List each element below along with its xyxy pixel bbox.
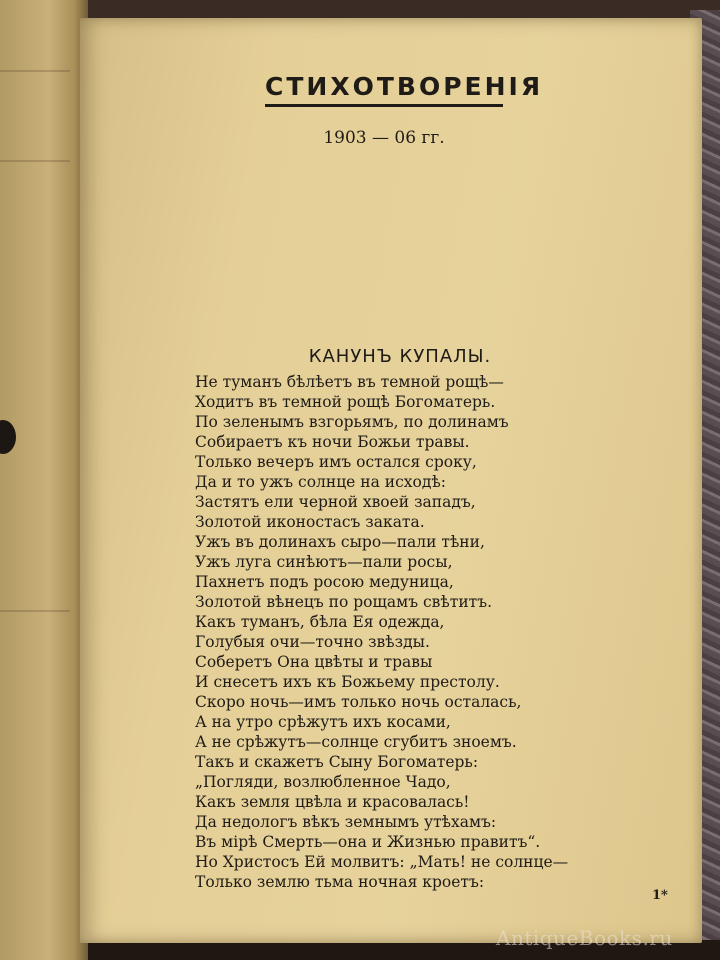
poem-title: КАНУНЪ КУПАЛЫ. bbox=[308, 346, 492, 367]
poem-line: Не туманъ бѣлѣетъ въ темной рощѣ— bbox=[195, 373, 504, 391]
book-page bbox=[80, 18, 702, 943]
bleed-through-line bbox=[0, 70, 70, 72]
left-page-mark bbox=[0, 420, 16, 454]
poem-line: По зеленымъ взгорьямъ, по долинамъ bbox=[195, 413, 509, 431]
poem-line: Какъ земля цвѣла и красовалась! bbox=[195, 793, 470, 811]
poem-line: Золотой иконостасъ заката. bbox=[195, 513, 425, 531]
poem-line: Ходитъ въ темной рощѣ Богоматерь. bbox=[195, 393, 496, 411]
poem-line: Ужъ луга синѣютъ—пали росы, bbox=[195, 553, 453, 571]
poem-line: Только землю тьма ночная кроетъ: bbox=[195, 873, 485, 891]
poem-line: Пахнетъ подъ росою медуница, bbox=[195, 573, 454, 591]
poem-line: Скоро ночь—имъ только ночь осталась, bbox=[195, 693, 522, 711]
page-number: 1* bbox=[652, 888, 668, 903]
stanza-4 bbox=[195, 612, 635, 692]
poem-line: Застятъ ели черной хвоей западъ, bbox=[195, 493, 476, 511]
stanza-5 bbox=[195, 692, 635, 772]
poem-line: Въ мірѣ Смерть—она и Жизнью правитъ“. bbox=[195, 833, 541, 851]
poem-line: Ужъ въ долинахъ сыро—пали тѣни, bbox=[195, 533, 485, 551]
stanza-1 bbox=[195, 372, 635, 452]
poem-line: Собираетъ къ ночи Божьи травы. bbox=[195, 433, 470, 451]
bleed-through-line bbox=[0, 160, 70, 162]
poem-line: Золотой вѣнецъ по рощамъ свѣтитъ. bbox=[195, 593, 493, 611]
title-underline bbox=[265, 104, 503, 107]
stanza-3 bbox=[195, 532, 635, 612]
poem-line: Но Христосъ Ей молвитъ: „Мать! не солнце— bbox=[195, 853, 569, 871]
poem-line: И снесетъ ихъ къ Божьему престолу. bbox=[195, 673, 500, 691]
bleed-through-line bbox=[0, 610, 70, 612]
poem-line: Голубыя очи—точно звѣзды. bbox=[195, 633, 430, 651]
poem-line: Такъ и скажетъ Сыну Богоматерь: bbox=[195, 753, 479, 771]
stanza-2 bbox=[195, 452, 635, 532]
years-subtitle: 1903 — 06 гг. bbox=[323, 128, 445, 148]
poem-line: А на утро срѣжутъ ихъ косами, bbox=[195, 713, 451, 731]
poem-line: Да и то ужъ солнце на исходѣ: bbox=[195, 473, 446, 491]
poem-line: Да недологъ вѣкъ земнымъ утѣхамъ: bbox=[195, 813, 497, 831]
stanza-7 bbox=[195, 852, 635, 892]
poem-line: „Погляди, возлюбленное Чадо, bbox=[195, 773, 451, 791]
poem-line: Только вечеръ имъ остался сроку, bbox=[195, 453, 477, 471]
poem-line: Какъ туманъ, бѣла Ея одежда, bbox=[195, 613, 445, 631]
poem-line: А не срѣжутъ—солнце сгубитъ зноемъ. bbox=[195, 733, 517, 751]
left-page-edge bbox=[0, 0, 88, 960]
watermark-text: AntiqueBooks.ru bbox=[496, 926, 673, 950]
collection-title: СТИХОТВОРЕНІЯ bbox=[265, 72, 544, 101]
poem-line: Соберетъ Она цвѣты и травы bbox=[195, 653, 433, 671]
stanza-6 bbox=[195, 772, 635, 852]
